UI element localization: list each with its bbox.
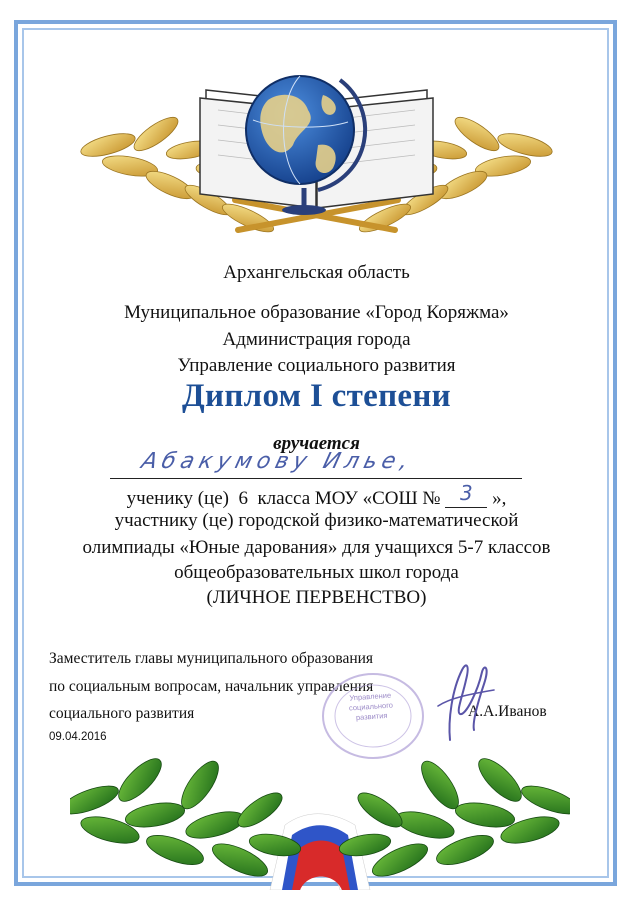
issue-date: 09.04.2016 [49,731,107,743]
administration-text: Администрация города [222,329,411,350]
student-prefix: ученику (це) 6 класса МОУ «СОШ № [126,488,446,509]
stamp-text: Управление социального развития [348,690,394,723]
student-suffix: », [487,488,507,509]
participation-line-2: олимпиады «Юные дарования» для учащихся 5-7 классов [82,537,551,558]
recipient-name-line [110,478,522,479]
municipality-text: Муниципальное образование «Город Коряжма» [124,302,509,323]
globe-book-emblem-icon [78,50,555,250]
school-number-handwritten: 3 [459,481,473,505]
awarded-text: вручается [273,433,360,454]
participation-line-1: участнику (це) городской физико-математической [114,510,519,531]
student-line [0,481,633,510]
category-text: (ЛИЧНОЕ ПЕРВЕНСТВО) [206,587,427,608]
school-number-field [445,481,487,510]
signatory-name: А.А.Иванов [468,703,547,720]
signatory-position-line-2: по социальным вопросам, начальник управления [49,678,374,695]
department-text: Управление социального развития [177,355,456,376]
diploma-title: Диплом I степени [182,378,451,414]
handwritten-signature-icon [420,650,500,750]
recipient-name-handwritten: Абакумову Илье, [138,449,416,474]
laurel-branch-icon [70,740,570,890]
region-text: Архангельская область [223,262,410,283]
participation-line-3: общеобразовательных школ города [174,562,459,583]
signatory-position-line-1: Заместитель главы муниципального образования [49,650,374,667]
signatory-position-line-3: социального развития [49,705,195,722]
